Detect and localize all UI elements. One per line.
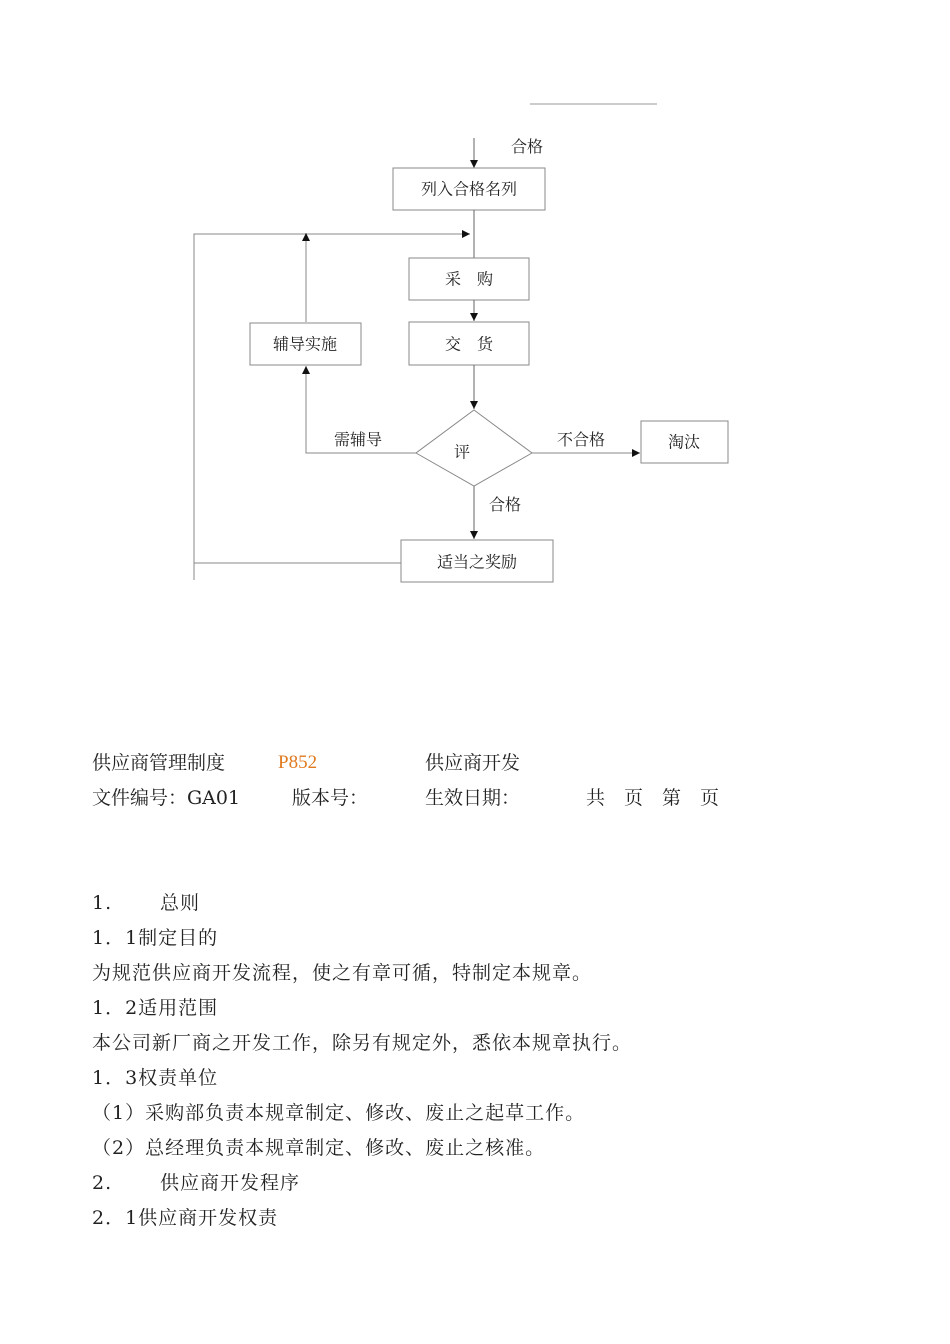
doc-pages: 共 页 第 页 (586, 787, 720, 809)
section-1-heading (92, 890, 872, 925)
label-need-guidance: 需辅导 (334, 430, 383, 449)
doc-code: P852 (278, 752, 318, 773)
doc-number: 文件编号：GA01 (92, 787, 241, 809)
label-pass: 合格 (489, 495, 522, 514)
diamond-evaluate (416, 410, 532, 486)
section-1-2-heading: 1．2适用范围 (92, 997, 219, 1019)
procurement-flowchart (0, 0, 950, 620)
section-1-title: 总则 (160, 892, 201, 914)
doc-effective-date: 生效日期： (425, 787, 521, 809)
section-2-heading (92, 1170, 872, 1205)
box-purchase-label: 采 购 (444, 269, 494, 289)
section-2-1-heading: 2．1供应商开发权责 (92, 1207, 279, 1229)
section-1-1-text: 为规范供应商开发流程，使之有章可循，特制定本规章。 (92, 962, 593, 984)
box-eliminate-label: 淘汰 (667, 432, 701, 452)
doc-subject: 供应商开发 (425, 752, 521, 774)
box-delivery-label: 交 货 (444, 334, 494, 354)
section-1-1-heading: 1．1制定目的 (92, 927, 219, 949)
document-body (92, 890, 872, 1240)
section-1-3-item-2: （2）总经理负责本规章制定、修改、废止之核准。 (92, 1137, 546, 1159)
box-guidance-label: 辅导实施 (272, 334, 338, 354)
section-1-2-text: 本公司新厂商之开发工作，除另有规定外，悉依本规章执行。 (92, 1032, 633, 1054)
diamond-evaluate-label: 评 (453, 442, 471, 462)
section-2-number: 2. (92, 1172, 113, 1194)
section-1-number: 1. (92, 892, 113, 914)
doc-version: 版本号： (292, 787, 369, 809)
doc-title: 供应商管理制度 (92, 752, 226, 774)
label-fail: 不合格 (557, 430, 606, 449)
box-list-qualified-label: 列入合格名列 (420, 179, 518, 199)
label-top-pass: 合格 (511, 137, 544, 156)
section-1-3-item-1: （1）采购部负责本规章制定、修改、废止之起草工作。 (92, 1102, 586, 1124)
box-reward-label: 适当之奖励 (436, 552, 518, 572)
section-1-3-heading: 1．3权责单位 (92, 1067, 219, 1089)
section-2-title: 供应商开发程序 (160, 1172, 301, 1194)
